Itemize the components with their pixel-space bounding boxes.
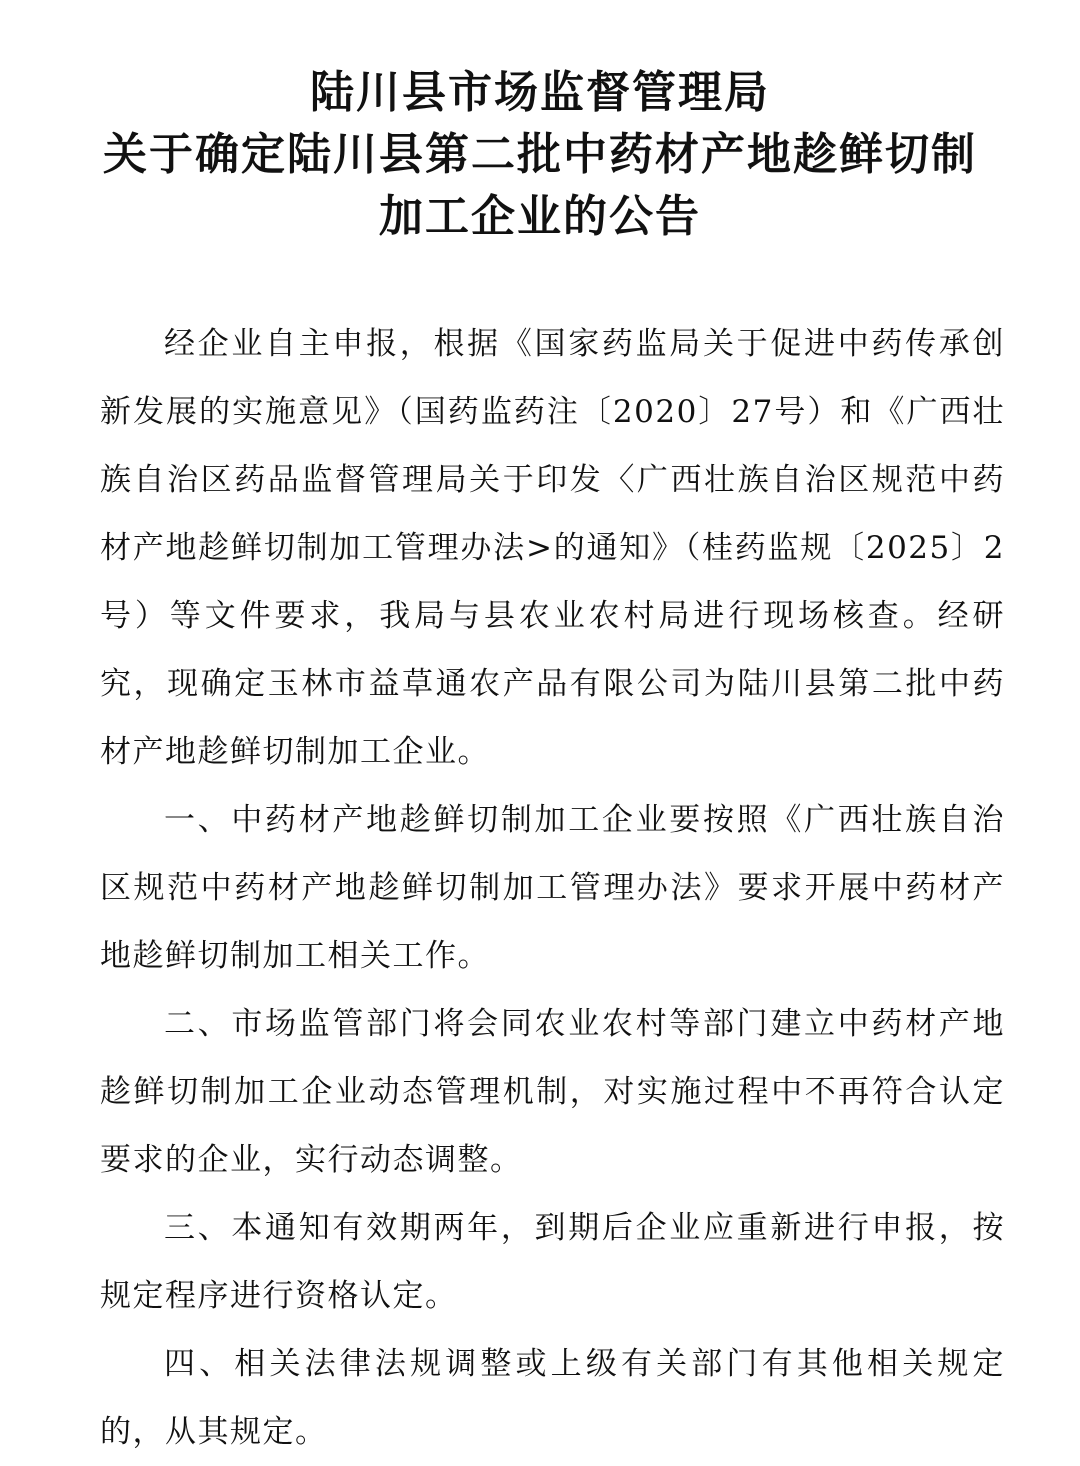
document-body bbox=[100, 310, 1005, 1466]
document-title bbox=[0, 62, 1080, 248]
title-line-subject-end: 加工企业的公告 bbox=[379, 191, 701, 242]
paragraph-item-4: 四、相关法律法规调整或上级有关部门有其他相关规定的，从其规定。 bbox=[100, 1346, 1005, 1450]
paragraph-intro: 经企业自主申报，根据《国家药监局关于促进中药传承创新发展的实施意见》（国药监药注〔2020〕27号）和《广西壮族自治区药品监督管理局关于印发〈广西壮族自治区规范中药材产地趁鲜切制加工管理办法>的通知》（桂药监规〔2025〕2号）等文件要求，我局与县农业农村局进行现场核查。经研究，现确定玉林市益草通农产品有限公司为陆川县第二批中药材产地趁鲜切制加工企业。 bbox=[100, 326, 1005, 770]
paragraph-item-1: 一、中药材产地趁鲜切制加工企业要按照《广西壮族自治区规范中药材产地趁鲜切制加工管理办法》要求开展中药材产地趁鲜切制加工相关工作。 bbox=[100, 802, 1005, 974]
paragraph-item-3: 三、本通知有效期两年，到期后企业应重新进行申报，按规定程序进行资格认定。 bbox=[100, 1210, 1005, 1314]
title-line-issuer: 陆川县市场监督管理局 bbox=[310, 67, 770, 118]
paragraph-item-2: 二、市场监管部门将会同农业农村等部门建立中药材产地趁鲜切制加工企业动态管理机制，对实施过程中不再符合认定要求的企业，实行动态调整。 bbox=[100, 1006, 1005, 1178]
title-line-subject: 关于确定陆川县第二批中药材产地趁鲜切制 bbox=[103, 129, 977, 180]
